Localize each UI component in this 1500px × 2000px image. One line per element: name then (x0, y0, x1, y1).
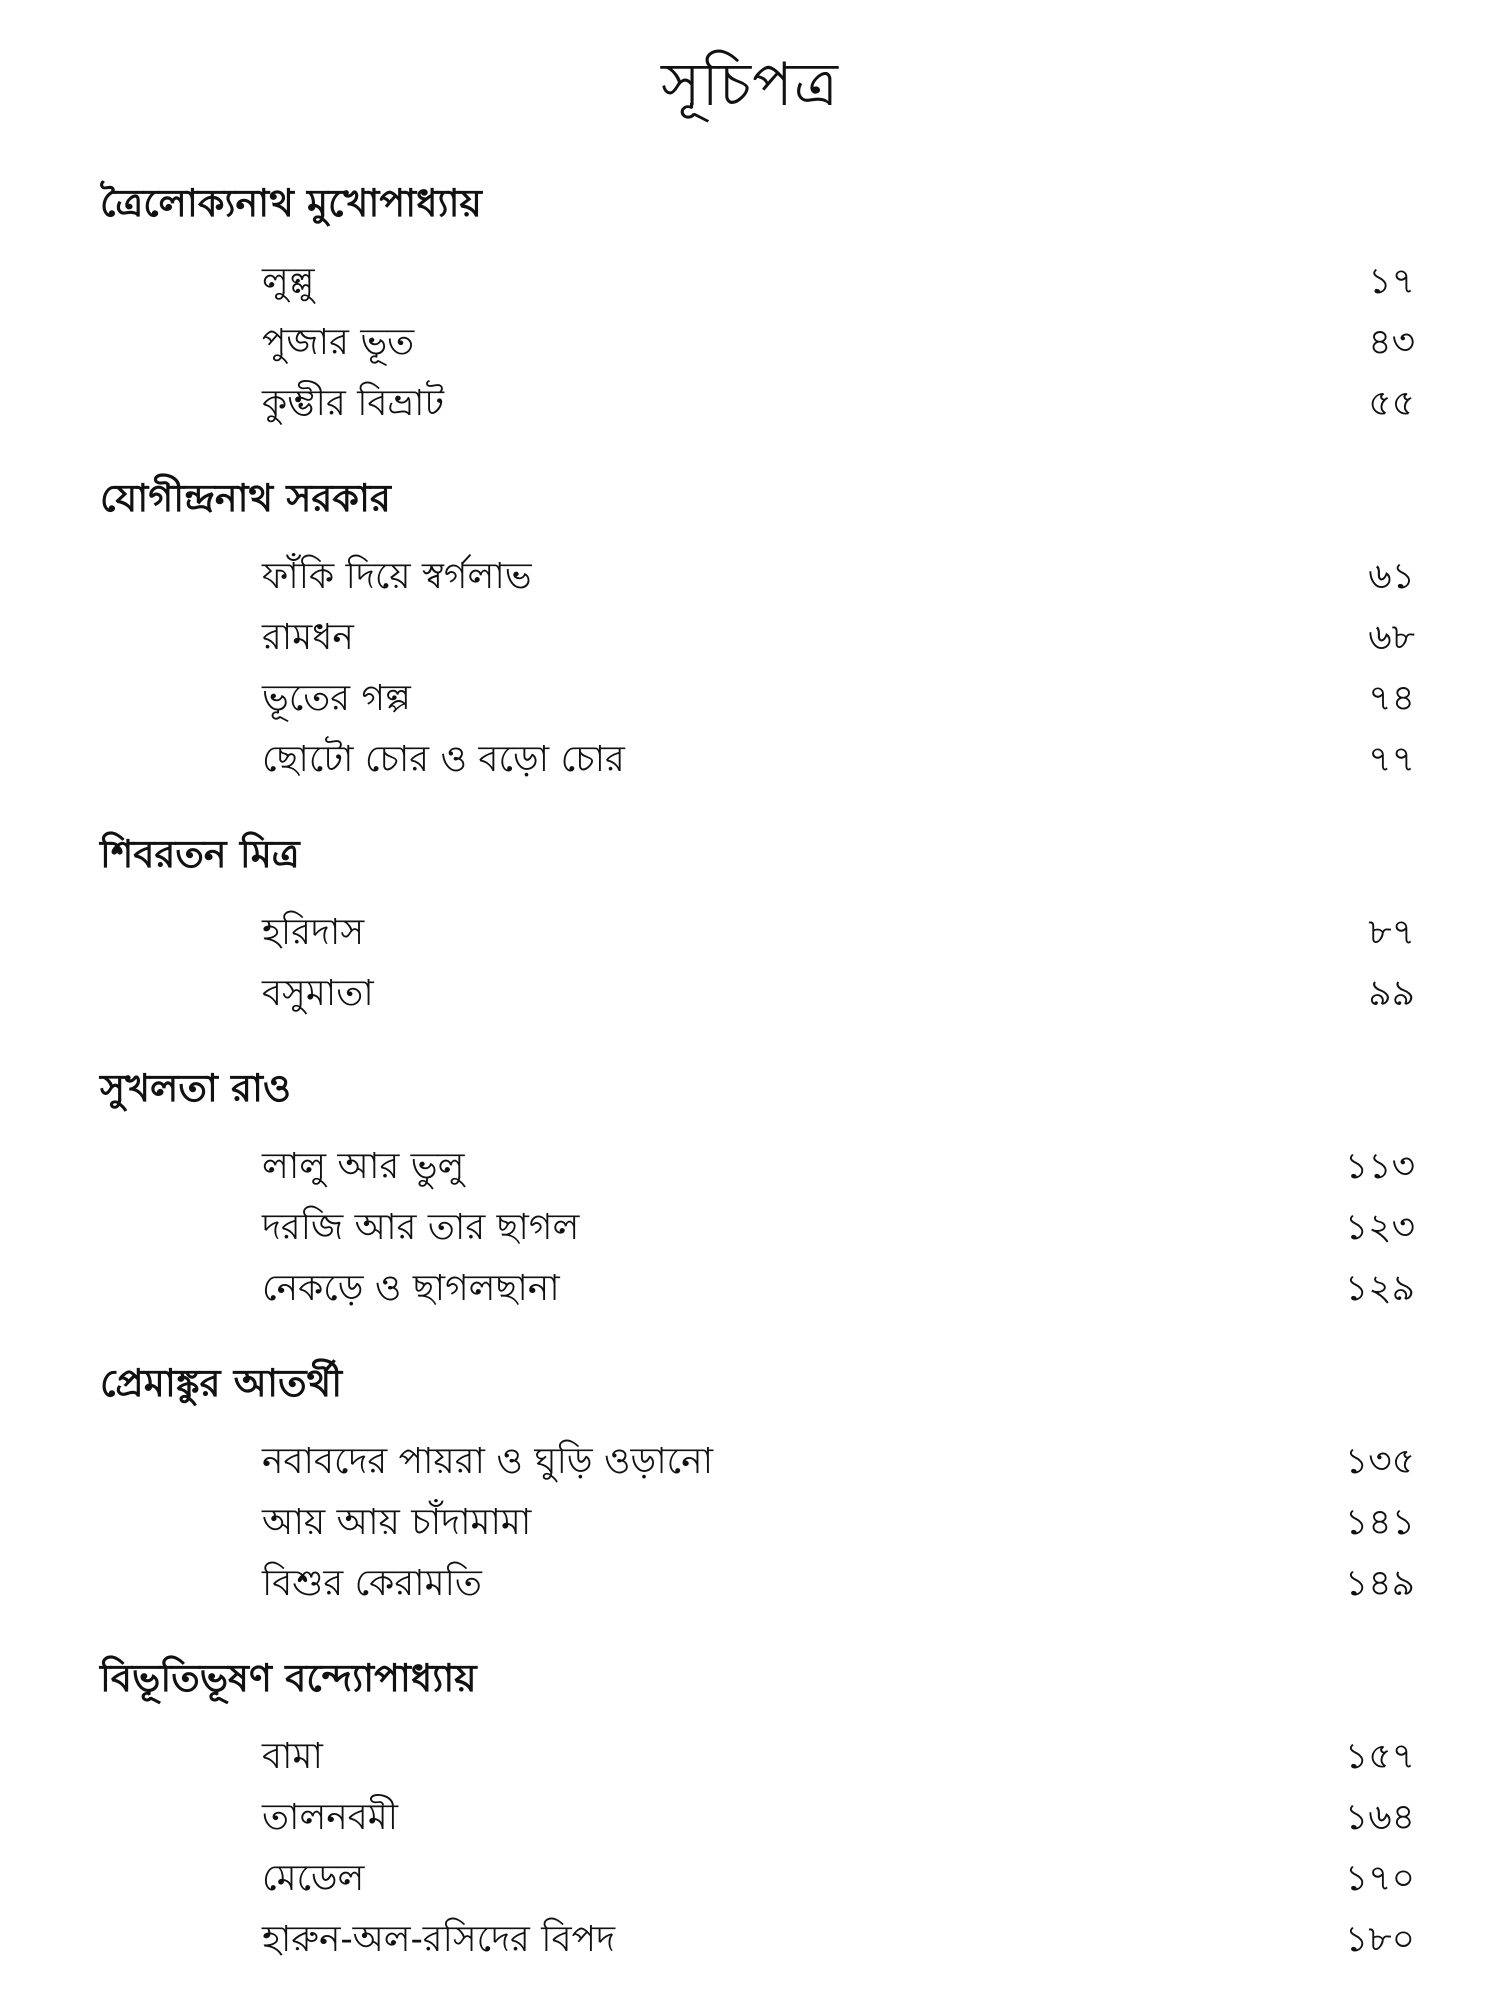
story-title: নবাবদের পায়রা ও ঘুড়ি ওড়ানো (262, 1441, 714, 1482)
story-title: ছোটো চোর ও বড়ো চোর (262, 739, 625, 780)
page-number: ৬৮ (1368, 617, 1415, 658)
page-number: ১৮০ (1344, 1919, 1415, 1960)
section-gap (0, 1024, 1500, 1060)
page-number: ৭৪ (1368, 678, 1415, 719)
story-title: মেডেল (262, 1858, 365, 1899)
story-title: তালনবমী (262, 1797, 399, 1838)
page-number: ১৭০ (1344, 1858, 1415, 1899)
story-title: রামধন (262, 617, 354, 658)
page-number: ১৪১ (1344, 1502, 1415, 1543)
section-gap (0, 1319, 1500, 1355)
story-title: আয় আয় চাঁদামামা (262, 1502, 532, 1543)
toc-entry (0, 1848, 1500, 1909)
section-gap (0, 790, 1500, 826)
section-gap (0, 1614, 1500, 1650)
story-title: দরজি আর তার ছাগল (262, 1207, 580, 1248)
toc-entry (0, 607, 1500, 668)
author-name: ত্রৈলোক্যনাথ মুখোপাধ্যায় (100, 180, 482, 225)
toc-section (0, 826, 1500, 1024)
toc-entry (0, 668, 1500, 729)
page-number: ১৪৯ (1344, 1563, 1415, 1604)
toc-entry (0, 312, 1500, 373)
toc-entry (0, 1492, 1500, 1553)
toc-entry (0, 1136, 1500, 1197)
story-title: বামা (262, 1736, 323, 1777)
toc-entry (0, 1431, 1500, 1492)
section-gap (0, 434, 1500, 470)
author-name: শিবরতন মিত্র (100, 831, 300, 876)
toc-entry (0, 546, 1500, 607)
page-number: ৬১ (1368, 556, 1415, 597)
story-title: হারুন-অল-রসিদের বিপদ (262, 1919, 615, 1960)
story-title: কুম্ভীর বিভ্রাট (262, 383, 445, 424)
story-title: লালু আর ভুলু (262, 1146, 465, 1187)
story-title: ফাঁকি দিয়ে স্বর্গলাভ (262, 556, 532, 597)
story-title: নেকড়ে ও ছাগলছানা (262, 1268, 560, 1309)
page-number: ৫৫ (1368, 383, 1415, 424)
page-number: ৯৯ (1368, 973, 1415, 1014)
author-name: সুখলতা রাও (100, 1065, 292, 1110)
story-title: পুজার ভূত (262, 322, 415, 363)
story-title: বিশুর কেরামতি (262, 1563, 482, 1604)
toc-entry (0, 729, 1500, 790)
page-number: ১২৯ (1344, 1268, 1415, 1309)
page-number: ৪৩ (1368, 322, 1415, 363)
toc-entry (0, 1553, 1500, 1614)
page-number: ৭৭ (1368, 739, 1415, 780)
page-number: ৮৭ (1368, 912, 1415, 953)
story-title: লুল্লু (262, 261, 315, 302)
toc-entry (0, 1258, 1500, 1319)
toc-entry (0, 1726, 1500, 1787)
toc-section (0, 175, 1500, 434)
page-number: ১৫৭ (1344, 1736, 1415, 1777)
page-number: ১৬৪ (1344, 1797, 1415, 1838)
author-name: প্রেমাঙ্কুর আতর্থী (100, 1360, 343, 1405)
author-name: যোগীন্দ্রনাথ সরকার (100, 475, 391, 520)
toc-section (0, 1650, 1500, 1970)
page-title: সূচিপত্র (661, 50, 839, 120)
toc-entry (0, 963, 1500, 1024)
table-of-contents (0, 175, 1500, 1970)
toc-entry (0, 1909, 1500, 1970)
toc-entry (0, 251, 1500, 312)
toc-entry (0, 373, 1500, 434)
toc-section (0, 1355, 1500, 1614)
toc-section (0, 470, 1500, 790)
story-title: হরিদাস (262, 912, 365, 953)
author-name: বিভূতিভূষণ বন্দ্যোপাধ্যায় (100, 1655, 477, 1700)
toc-entry (0, 902, 1500, 963)
story-title: ভূতের গল্প (262, 678, 411, 719)
page-number: ১১৩ (1344, 1146, 1415, 1187)
page-number: ১৩৫ (1344, 1441, 1415, 1482)
toc-entry (0, 1787, 1500, 1848)
toc-entry (0, 1197, 1500, 1258)
page-number: ১২৩ (1344, 1207, 1415, 1248)
page-number: ১৭ (1368, 261, 1415, 302)
story-title: বসুমাতা (262, 973, 374, 1014)
toc-section (0, 1060, 1500, 1319)
